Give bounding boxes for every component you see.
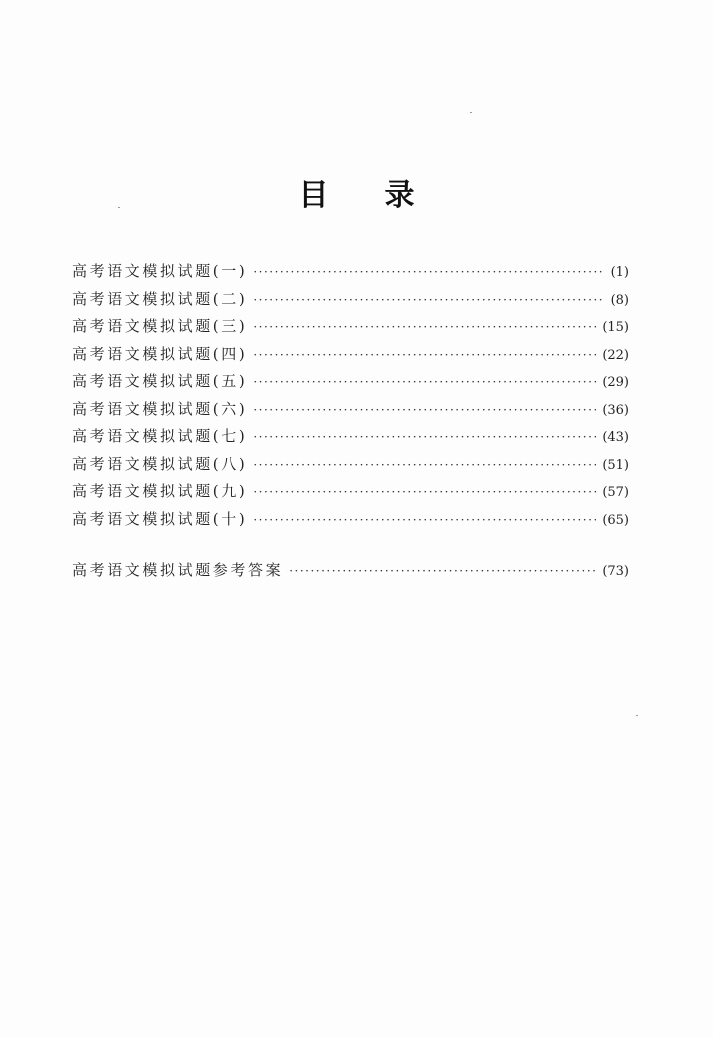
toc-page-number: (73)	[602, 564, 629, 579]
toc-entry-1[interactable]	[72, 260, 629, 288]
toc-entry-2[interactable]	[72, 288, 629, 316]
toc-entry-label: 高考语文模拟试题(七)	[72, 427, 248, 445]
toc-entry-label: 高考语文模拟试题(四)	[72, 344, 248, 363]
toc-leader-dots	[253, 485, 596, 499]
toc-entry-label: 高考语文模拟试题(八)	[72, 454, 248, 473]
toc-entry-8[interactable]	[72, 453, 629, 481]
toc-entry-3[interactable]	[72, 315, 629, 343]
title-char-2: 录	[384, 178, 415, 213]
toc-leader-dots	[253, 403, 596, 417]
toc-entry-label: 高考语文模拟试题(一)	[72, 262, 248, 280]
toc-leader-dots	[253, 320, 596, 334]
toc-leader-dots	[253, 513, 596, 527]
toc-entry-label: 高考语文模拟试题(五)	[72, 372, 248, 390]
toc-entry-7[interactable]	[72, 425, 629, 453]
toc-leader-dots	[253, 348, 596, 362]
toc-entry-answers[interactable]	[72, 559, 629, 587]
toc-entry-label: 高考语文模拟试题(二)	[72, 289, 248, 308]
toc-entry-5[interactable]	[72, 370, 629, 398]
toc-leader-dots	[253, 293, 604, 307]
toc-leader-dots	[253, 458, 596, 472]
toc-page-number: (15)	[602, 320, 629, 335]
toc-leader-dots	[253, 265, 604, 279]
toc-leader-dots	[253, 375, 596, 389]
scan-speck	[470, 112, 472, 113]
toc-entry-4[interactable]	[72, 343, 629, 371]
toc-page-number: (57)	[602, 485, 629, 500]
toc-page-number: (65)	[602, 512, 629, 528]
toc-entry-label: 高考语文模拟试题(三)	[72, 317, 248, 335]
toc-page-number: (43)	[602, 430, 629, 445]
toc-entry-label: 高考语文模拟试题(九)	[72, 482, 248, 500]
page-title	[0, 170, 713, 214]
toc-entry-9[interactable]	[72, 480, 629, 508]
toc-page-number: (36)	[602, 402, 629, 418]
toc-leader-dots	[253, 430, 596, 444]
toc-page-number: (1)	[610, 265, 629, 280]
scan-speck	[636, 715, 638, 716]
title-char-1: 目	[298, 178, 329, 213]
toc-entry-6[interactable]	[72, 398, 629, 426]
toc-entry-10[interactable]	[72, 508, 629, 536]
toc-entry-label: 高考语文模拟试题(十)	[72, 509, 248, 528]
toc-page-number: (51)	[602, 457, 629, 473]
toc-page-number: (22)	[602, 347, 629, 363]
toc-page-number: (8)	[610, 292, 629, 308]
toc-page-number: (29)	[602, 375, 629, 390]
toc-leader-dots	[289, 564, 596, 578]
toc-entry-label: 高考语文模拟试题参考答案	[72, 561, 284, 579]
table-of-contents	[72, 260, 629, 587]
toc-entry-label: 高考语文模拟试题(六)	[72, 399, 248, 418]
